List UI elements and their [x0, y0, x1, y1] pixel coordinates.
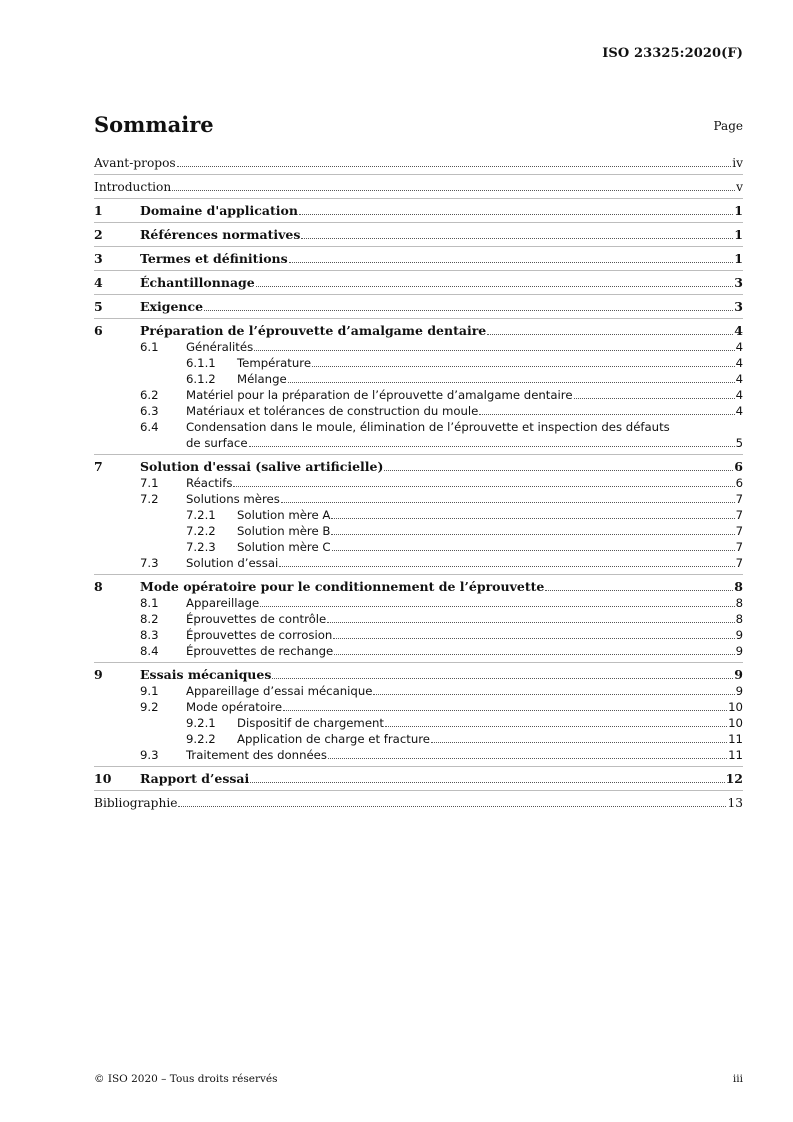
dot-leader [327, 622, 734, 623]
dot-leader [331, 534, 734, 535]
toc-entry-page: 9 [735, 628, 743, 642]
dot-leader [334, 654, 734, 655]
toc-entry-number: 9 [94, 667, 103, 682]
toc-entry-label: Appareillage d’essai mécanique [186, 684, 373, 698]
toc-entry-page: 7 [735, 540, 743, 554]
toc-entry-label: Solution mère C [237, 540, 331, 554]
dot-leader [487, 334, 733, 335]
toc-entry[interactable] [94, 339, 743, 355]
toc-entry-label: Préparation de l’éprouvette d’amalgame dentaire [140, 323, 487, 338]
toc-entry[interactable] [94, 611, 743, 627]
dot-leader [331, 518, 734, 519]
toc-entry[interactable] [94, 203, 743, 219]
toc-entry[interactable] [94, 475, 743, 491]
toc-entry-number: 2 [94, 227, 103, 242]
toc-entry-page: 4 [735, 372, 743, 386]
toc-separator [94, 198, 743, 199]
dot-leader [281, 502, 735, 503]
toc-entry-number: 8.3 [140, 628, 159, 642]
toc-entry[interactable] [94, 275, 743, 291]
toc-entry-label: Termes et définitions [140, 251, 288, 266]
dot-leader [233, 486, 734, 487]
toc-entry-label: Références normatives [140, 227, 301, 242]
toc-entry-page: 9 [735, 684, 743, 698]
dot-leader [545, 590, 733, 591]
toc-entry[interactable] [94, 683, 743, 699]
toc-entry-label: Réactifs [186, 476, 233, 490]
toc-entry[interactable] [94, 643, 743, 659]
toc-entry-number: 7.2.3 [186, 540, 216, 554]
dot-leader [431, 742, 727, 743]
toc-entry[interactable] [94, 595, 743, 611]
toc-entry[interactable] [94, 699, 743, 715]
dot-leader [333, 638, 734, 639]
toc-separator [94, 246, 743, 247]
toc-entry-page: 6 [735, 476, 743, 490]
dot-leader [289, 262, 734, 263]
page-column-label: Page [713, 119, 743, 133]
toc-entry-number: 7.3 [140, 556, 159, 570]
toc-entry-page: 8 [734, 579, 743, 594]
dot-leader [272, 678, 733, 679]
toc-entry[interactable] [94, 731, 743, 747]
toc-entry-label: Échantillonnage [140, 275, 255, 290]
toc-entry-number: 8.1 [140, 596, 159, 610]
toc-entry-label: Éprouvettes de contrôle [186, 612, 327, 626]
toc-entry-label: Mode opératoire pour le conditionnement de l’éprouvette [140, 579, 545, 594]
toc-entry[interactable] [94, 747, 743, 763]
toc-entry-number: 7.1 [140, 476, 159, 490]
toc-entry-number: 6.1.1 [186, 356, 216, 370]
toc-entry-number: 6 [94, 323, 103, 338]
toc-entry-number: 7.2.1 [186, 508, 216, 522]
toc-entry[interactable] [94, 155, 743, 171]
toc-entry-number: 6.1.2 [186, 372, 216, 386]
dot-leader [288, 382, 735, 383]
toc-entry-page: 11 [728, 732, 743, 746]
toc-entry-label: Bibliographie [94, 796, 178, 810]
toc-entry-page: 7 [735, 492, 743, 506]
toc-entry[interactable] [94, 459, 743, 475]
toc-entry-number: 8 [94, 579, 103, 594]
toc-entry-label: Température [237, 356, 312, 370]
toc-entry-page: 3 [734, 275, 743, 290]
toc-entry-number: 3 [94, 251, 103, 266]
toc-entry[interactable] [94, 227, 743, 243]
toc-entry[interactable] [94, 579, 743, 595]
toc-separator [94, 574, 743, 575]
toc-entry-label: Domaine d'application [140, 203, 298, 218]
toc-entry[interactable] [94, 491, 743, 507]
toc-entry-number: 6.1 [140, 340, 159, 354]
toc-entry-label: Appareillage [186, 596, 260, 610]
toc-entry-number: 4 [94, 275, 103, 290]
toc-entry-label: Solution mère A [237, 508, 331, 522]
toc-separator [94, 454, 743, 455]
document-code: ISO 23325:2020(F) [602, 46, 743, 61]
toc-entry[interactable] [94, 323, 743, 339]
toc-entry-label: Éprouvettes de rechange [186, 644, 334, 658]
toc-entry-page: 8 [735, 596, 743, 610]
toc-entry-page: 1 [734, 227, 743, 242]
toc-entry-page: 12 [725, 771, 743, 786]
toc-separator [94, 294, 743, 295]
toc-entry-page: iv [732, 156, 743, 170]
toc-entry-label: Avant-propos [94, 156, 176, 170]
toc-entry-page: 4 [735, 356, 743, 370]
toc-entry[interactable] [94, 507, 743, 523]
dot-leader [249, 446, 735, 447]
dot-leader [178, 806, 726, 807]
dot-leader [254, 350, 734, 351]
toc-entry-number: 7.2 [140, 492, 159, 506]
toc-entry[interactable] [94, 539, 743, 555]
toc-entry-label: Solution d'essai (salive artificielle) [140, 459, 384, 474]
toc-entry-page: 10 [728, 716, 743, 730]
toc-entry[interactable] [94, 299, 743, 315]
toc-entry-number: 7 [94, 459, 103, 474]
toc-separator [94, 222, 743, 223]
toc-entry-label: Matériel pour la préparation de l’éprouvette d’amalgame dentaire [186, 388, 573, 402]
toc-entry-label: Application de charge et fracture [237, 732, 430, 746]
toc-entry-page: 13 [727, 796, 743, 810]
toc-entry-label: Dispositif de chargement [237, 716, 384, 730]
toc-entry-label: Solution d’essai [186, 556, 279, 570]
toc-entry-label: Rapport d’essai [140, 771, 250, 786]
toc-entry-number: 9.1 [140, 684, 159, 698]
toc-entry-number: 6.3 [140, 404, 159, 418]
toc-entry-number: 7.2.2 [186, 524, 216, 538]
dot-leader [299, 214, 733, 215]
dot-leader [204, 310, 733, 311]
dot-leader [479, 414, 734, 415]
toc-entry[interactable] [94, 371, 743, 387]
toc-separator [94, 790, 743, 791]
toc-entry-label: Solutions mères [186, 492, 280, 506]
toc-entry[interactable] [94, 523, 743, 539]
toc-entry-page: 1 [734, 203, 743, 218]
toc-entry[interactable] [94, 667, 743, 683]
toc-entry-page: 8 [735, 612, 743, 626]
toc-entry-label: Mélange [237, 372, 287, 386]
toc-entry[interactable] [94, 387, 743, 403]
dot-leader [574, 398, 735, 399]
toc-entry-page: 7 [735, 524, 743, 538]
toc-entry-number: 9.2 [140, 700, 159, 714]
toc-entry[interactable] [94, 555, 743, 571]
toc-entry-label: Solution mère B [237, 524, 331, 538]
toc-entry[interactable] [94, 771, 743, 787]
toc-entry-page: 11 [728, 748, 743, 762]
toc-entry[interactable] [94, 419, 743, 435]
footer-copyright: © ISO 2020 – Tous droits réservés [94, 1073, 278, 1085]
toc-entry-page: 4 [735, 340, 743, 354]
toc-entry-number: 10 [94, 771, 112, 786]
toc-entry-number: 1 [94, 203, 103, 218]
toc-entry-label: Essais mécaniques [140, 667, 272, 682]
toc-entry-label: Condensation dans le moule, élimination de l’éprouvette et inspection des défauts [186, 420, 670, 434]
page-title: Sommaire [94, 112, 214, 137]
toc-entry-continuation[interactable] [94, 435, 743, 451]
toc-entry-label: Introduction [94, 180, 172, 194]
toc-entry-page: 5 [735, 436, 743, 450]
toc-entry-page: 6 [734, 459, 743, 474]
dot-leader [328, 758, 727, 759]
toc-entry-page: 1 [734, 251, 743, 266]
toc-entry-page: 9 [735, 644, 743, 658]
dot-leader [312, 366, 735, 367]
toc-entry-number: 6.2 [140, 388, 159, 402]
toc-entry-label: Généralités [186, 340, 254, 354]
toc-entry[interactable] [94, 179, 743, 195]
toc-separator [94, 766, 743, 767]
toc-entry-page: 7 [735, 556, 743, 570]
toc-entry-page: v [736, 180, 743, 194]
toc-entry-page: 4 [734, 323, 743, 338]
footer-page-number: iii [732, 1073, 743, 1085]
dot-leader [283, 710, 727, 711]
toc-entry-number: 9.2.2 [186, 732, 216, 746]
dot-leader [177, 166, 732, 167]
toc-entry[interactable] [94, 251, 743, 267]
toc-entry-number: 8.2 [140, 612, 159, 626]
toc-entry[interactable] [94, 715, 743, 731]
toc-entry-label: Éprouvettes de corrosion [186, 628, 333, 642]
toc-entry-number: 9.3 [140, 748, 159, 762]
dot-leader [279, 566, 734, 567]
toc-separator [94, 270, 743, 271]
toc-entry-page: 3 [734, 299, 743, 314]
toc-entry-number: 8.4 [140, 644, 159, 658]
toc-entry-label: Traitement des données [186, 748, 327, 762]
toc-entry[interactable] [94, 795, 743, 811]
toc-entry-number: 9.2.1 [186, 716, 216, 730]
dot-leader [172, 190, 735, 191]
toc-entry[interactable] [94, 355, 743, 371]
dot-leader [373, 694, 734, 695]
dot-leader [385, 726, 727, 727]
dot-leader [301, 238, 733, 239]
toc-entry-page: 10 [728, 700, 743, 714]
toc-entry-label-continued: de surface [186, 436, 248, 450]
toc-entry-label: Mode opératoire [186, 700, 283, 714]
toc-entry-page: 4 [735, 388, 743, 402]
toc-entry-page: 7 [735, 508, 743, 522]
toc-entry-number: 6.4 [140, 420, 159, 434]
table-of-contents [94, 155, 743, 811]
dot-leader [250, 782, 724, 783]
toc-separator [94, 318, 743, 319]
dot-leader [332, 550, 735, 551]
toc-entry[interactable] [94, 403, 743, 419]
toc-separator [94, 662, 743, 663]
toc-entry[interactable] [94, 627, 743, 643]
toc-entry-label: Matériaux et tolérances de construction du moule [186, 404, 479, 418]
dot-leader [260, 606, 734, 607]
toc-entry-label: Exigence [140, 299, 204, 314]
toc-entry-page: 4 [735, 404, 743, 418]
toc-entry-page: 9 [734, 667, 743, 682]
toc-separator [94, 174, 743, 175]
dot-leader [256, 286, 734, 287]
dot-leader [384, 470, 733, 471]
toc-entry-number: 5 [94, 299, 103, 314]
